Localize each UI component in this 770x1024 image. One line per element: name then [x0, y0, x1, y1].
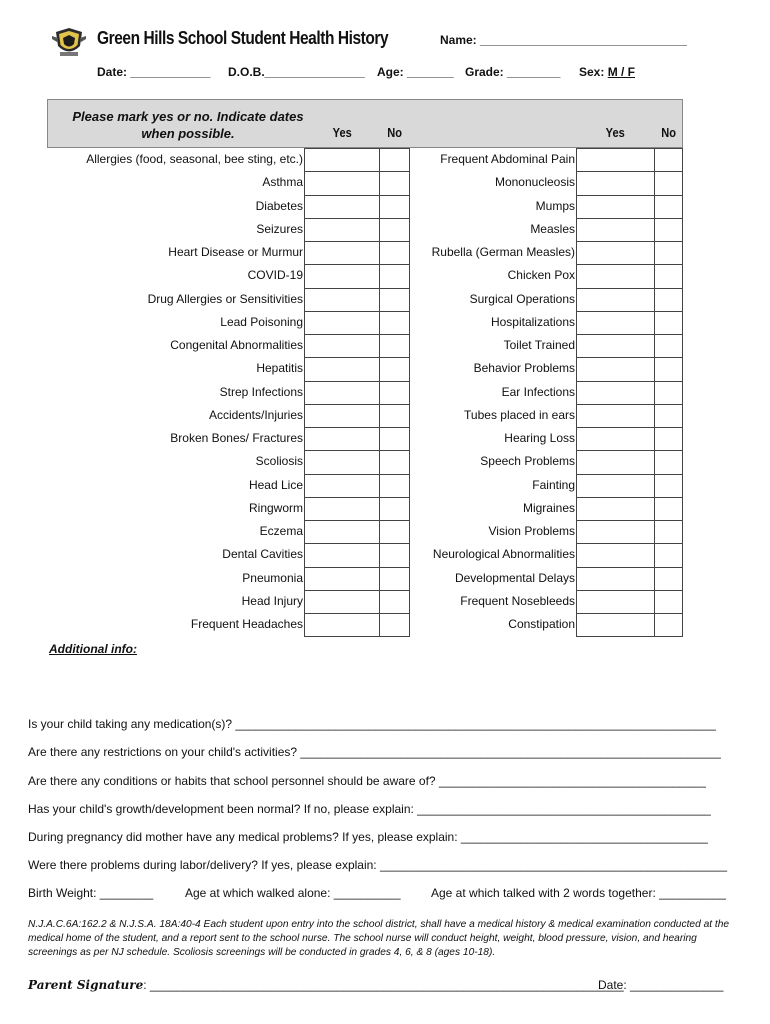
left-no-checkbox[interactable]: [379, 357, 410, 381]
conditions-table: [47, 99, 683, 639]
left-no-checkbox[interactable]: [379, 543, 410, 567]
right-no-checkbox[interactable]: [654, 567, 683, 591]
right-no-checkbox[interactable]: [654, 148, 683, 172]
right-condition-label: Surgical Operations: [469, 291, 575, 306]
left-no-checkbox[interactable]: [379, 334, 410, 358]
left-condition-label: Head Lice: [248, 477, 303, 492]
left-yes-checkbox[interactable]: [304, 567, 380, 591]
left-yes-checkbox[interactable]: [304, 148, 380, 172]
right-condition-label: Frequent Abdominal Pain: [440, 152, 575, 166]
left-condition-label: Heart Disease or Murmur: [168, 245, 303, 259]
left-condition-label: Eczema: [259, 524, 303, 538]
left-condition-label: Lead Poisoning: [220, 314, 303, 329]
left-yes-checkbox[interactable]: [304, 381, 380, 405]
sex-label: Sex:: [579, 65, 608, 79]
left-no-checkbox[interactable]: [379, 264, 410, 288]
right-yes-checkbox[interactable]: [576, 427, 655, 451]
right-yes-checkbox[interactable]: [576, 148, 655, 172]
right-no-checkbox[interactable]: [654, 450, 683, 474]
right-condition-label: Speech Problems: [480, 454, 575, 469]
legal-notice: N.J.A.C.6A:162.2 & N.J.S.A. 18A:40-4 Each student upon entry into the school district, shall have a medical history & medical examination conducted at the medical home of the student, and a report sent to the school nurse. The school nurse will conduct height, weight, blood pressure, vision, and hearing screenings as per NJ schedule. Scoliosis screenings will be conducted in grades 4, 6, & 8 (ages 10-18).: [28, 919, 730, 958]
left-no-checkbox[interactable]: [379, 474, 410, 498]
right-condition-label: Constipation: [508, 617, 575, 631]
left-yes-checkbox[interactable]: [304, 311, 380, 335]
right-no-checkbox[interactable]: [654, 288, 683, 312]
right-yes-checkbox[interactable]: [576, 450, 655, 474]
left-yes-checkbox[interactable]: [304, 474, 380, 498]
right-no-checkbox[interactable]: [654, 404, 683, 428]
right-yes-checkbox[interactable]: [576, 171, 655, 195]
school-crest-icon: [52, 26, 86, 58]
right-condition-label: Ear Infections: [501, 384, 575, 399]
name-field[interactable]: Name: _______________________________: [440, 33, 687, 47]
right-no-checkbox[interactable]: [654, 543, 683, 567]
question-labor[interactable]: Were there problems during labor/delivery? If yes, please explain: ____________________________________________________: [28, 858, 727, 872]
right-yes-checkbox[interactable]: [576, 567, 655, 591]
dob-field[interactable]: D.O.B._______________: [228, 65, 365, 79]
sex-options[interactable]: M / F: [607, 65, 636, 79]
left-condition-label: Scoliosis: [255, 454, 303, 469]
left-yes-checkbox[interactable]: [304, 334, 380, 358]
left-condition-label: Head Injury: [241, 593, 303, 608]
right-no-checkbox[interactable]: [654, 264, 683, 288]
table-instruction: Please mark yes or no. Indicate dates when possible.: [72, 109, 304, 141]
left-condition-label: Frequent Headaches: [190, 617, 303, 631]
right-condition-label: Toilet Trained: [503, 338, 575, 352]
left-condition-label: Asthma: [262, 175, 303, 190]
left-yes-checkbox[interactable]: [304, 450, 380, 474]
right-no-checkbox[interactable]: [654, 171, 683, 195]
right-no-checkbox[interactable]: [654, 613, 683, 637]
right-yes-checkbox[interactable]: [576, 218, 655, 242]
left-no-checkbox[interactable]: [379, 450, 410, 474]
left-yes-checkbox[interactable]: [304, 613, 380, 637]
right-no-checkbox[interactable]: [654, 474, 683, 498]
signature-date-field[interactable]: Date: ______________: [598, 978, 724, 992]
right-yes-checkbox[interactable]: [576, 357, 655, 381]
right-condition-label: Measles: [530, 221, 575, 236]
signature-label: Parent Signature: [28, 978, 144, 992]
left-no-checkbox[interactable]: [379, 381, 410, 405]
right-condition-label: Fainting: [532, 477, 575, 492]
right-no-checkbox[interactable]: [654, 334, 683, 358]
right-no-checkbox[interactable]: [654, 218, 683, 242]
left-yes-checkbox[interactable]: [304, 520, 380, 544]
right-condition-label: Chicken Pox: [507, 268, 575, 283]
left-condition-label: Congenital Abnormalities: [170, 338, 303, 352]
right-no-checkbox[interactable]: [654, 241, 683, 265]
right-yes-checkbox[interactable]: [576, 520, 655, 544]
left-no-checkbox[interactable]: [379, 171, 410, 195]
right-yes-checkbox[interactable]: [576, 195, 655, 219]
right-yes-header: Yes: [605, 125, 625, 140]
grade-field[interactable]: Grade: ________: [465, 65, 561, 79]
right-no-header: No: [661, 125, 677, 140]
left-no-checkbox[interactable]: [379, 195, 410, 219]
right-condition-label: Frequent Nosebleeds: [460, 593, 575, 608]
right-yes-checkbox[interactable]: [576, 288, 655, 312]
walked-alone-field[interactable]: Age at which walked alone: __________: [185, 886, 401, 900]
right-condition-label: Vision Problems: [488, 524, 575, 538]
right-yes-checkbox[interactable]: [576, 497, 655, 521]
form-title: Green Hills School Student Health History: [97, 28, 389, 48]
left-no-checkbox[interactable]: [379, 148, 410, 172]
right-condition-label: Mononucleosis: [494, 175, 575, 190]
parent-signature-field[interactable]: [28, 978, 624, 992]
left-condition-label: COVID-19: [247, 268, 303, 283]
left-condition-label: Dental Cavities: [222, 547, 303, 562]
right-condition-label: Tubes placed in ears: [464, 407, 575, 422]
right-yes-checkbox[interactable]: [576, 543, 655, 567]
right-no-checkbox[interactable]: [654, 590, 683, 614]
left-condition-label: Pneumonia: [242, 570, 303, 585]
left-condition-label: Accidents/Injuries: [208, 407, 303, 422]
left-yes-checkbox[interactable]: [304, 427, 380, 451]
right-no-checkbox[interactable]: [654, 427, 683, 451]
left-yes-checkbox[interactable]: [304, 357, 380, 381]
left-condition-label: Strep Infections: [219, 384, 303, 399]
right-yes-checkbox[interactable]: [576, 311, 655, 335]
left-condition-label: Hepatitis: [256, 361, 303, 376]
left-no-checkbox[interactable]: [379, 288, 410, 312]
question-restrictions[interactable]: Are there any restrictions on your child's activities? _______________________________________________________________: [28, 745, 721, 759]
right-yes-checkbox[interactable]: [576, 334, 655, 358]
right-condition-label: Mumps: [535, 198, 575, 213]
left-no-checkbox[interactable]: [379, 497, 410, 521]
additional-info-label: Additional info:: [49, 642, 137, 656]
left-yes-header: Yes: [332, 125, 352, 140]
left-yes-checkbox[interactable]: [304, 404, 380, 428]
right-yes-checkbox[interactable]: [576, 404, 655, 428]
birth-weight-field[interactable]: Birth Weight: ________: [28, 886, 154, 900]
right-no-checkbox[interactable]: [654, 520, 683, 544]
left-yes-checkbox[interactable]: [304, 171, 380, 195]
age-field[interactable]: Age: _______: [377, 65, 454, 79]
right-no-checkbox[interactable]: [654, 357, 683, 381]
left-no-checkbox[interactable]: [379, 311, 410, 335]
question-conditions[interactable]: Are there any conditions or habits that school personnel should be aware of? ________________________________________: [28, 774, 706, 788]
left-condition-label: Broken Bones/ Fractures: [170, 431, 303, 445]
left-no-checkbox[interactable]: [379, 590, 410, 614]
right-condition-label: Hospitalizations: [490, 314, 575, 329]
right-yes-checkbox[interactable]: [576, 613, 655, 637]
question-medication[interactable]: Is your child taking any medication(s)? ________________________________________________________________________: [28, 717, 716, 731]
left-no-checkbox[interactable]: [379, 520, 410, 544]
left-no-checkbox[interactable]: [379, 427, 410, 451]
talked-field[interactable]: Age at which talked with 2 words together: __________: [431, 886, 726, 900]
right-no-checkbox[interactable]: [654, 497, 683, 521]
sex-field[interactable]: [579, 65, 635, 79]
left-yes-checkbox[interactable]: [304, 218, 380, 242]
right-yes-checkbox[interactable]: [576, 474, 655, 498]
left-no-checkbox[interactable]: [379, 613, 410, 637]
left-condition-label: Diabetes: [255, 198, 303, 213]
date-field[interactable]: Date: ____________: [97, 65, 211, 79]
left-yes-checkbox[interactable]: [304, 543, 380, 567]
left-no-checkbox[interactable]: [379, 404, 410, 428]
right-yes-checkbox[interactable]: [576, 241, 655, 265]
left-yes-checkbox[interactable]: [304, 288, 380, 312]
right-condition-label: Behavior Problems: [473, 361, 575, 376]
right-condition-label: Migraines: [522, 500, 575, 515]
right-condition-label: Hearing Loss: [504, 431, 575, 445]
right-no-checkbox[interactable]: [654, 195, 683, 219]
left-condition-label: Ringworm: [248, 500, 303, 515]
right-condition-label: Developmental Delays: [454, 570, 575, 585]
left-yes-checkbox[interactable]: [304, 497, 380, 521]
right-yes-checkbox[interactable]: [576, 381, 655, 405]
left-yes-checkbox[interactable]: [304, 264, 380, 288]
left-no-checkbox[interactable]: [379, 241, 410, 265]
left-no-checkbox[interactable]: [379, 218, 410, 242]
left-no-checkbox[interactable]: [379, 567, 410, 591]
question-growth[interactable]: Has your child's growth/development been normal? If no, please explain: ____________________________________________: [28, 802, 711, 816]
question-pregnancy[interactable]: During pregnancy did mother have any medical problems? If yes, please explain: _____________________________________: [28, 830, 708, 844]
left-yes-checkbox[interactable]: [304, 241, 380, 265]
left-condition-label: Drug Allergies or Sensitivities: [147, 291, 303, 306]
right-no-checkbox[interactable]: [654, 381, 683, 405]
left-yes-checkbox[interactable]: [304, 195, 380, 219]
right-condition-label: Rubella (German Measles): [431, 245, 575, 259]
right-yes-checkbox[interactable]: [576, 264, 655, 288]
right-yes-checkbox[interactable]: [576, 590, 655, 614]
left-no-header: No: [387, 125, 403, 140]
right-condition-label: Neurological Abnormalities: [432, 547, 575, 562]
right-no-checkbox[interactable]: [654, 311, 683, 335]
left-yes-checkbox[interactable]: [304, 590, 380, 614]
signature-line[interactable]: : _______________________________________________________________________: [143, 978, 624, 992]
table-header: [47, 99, 683, 148]
left-condition-label: Allergies (food, seasonal, bee sting, etc.): [86, 152, 303, 166]
left-condition-label: Seizures: [256, 221, 303, 236]
